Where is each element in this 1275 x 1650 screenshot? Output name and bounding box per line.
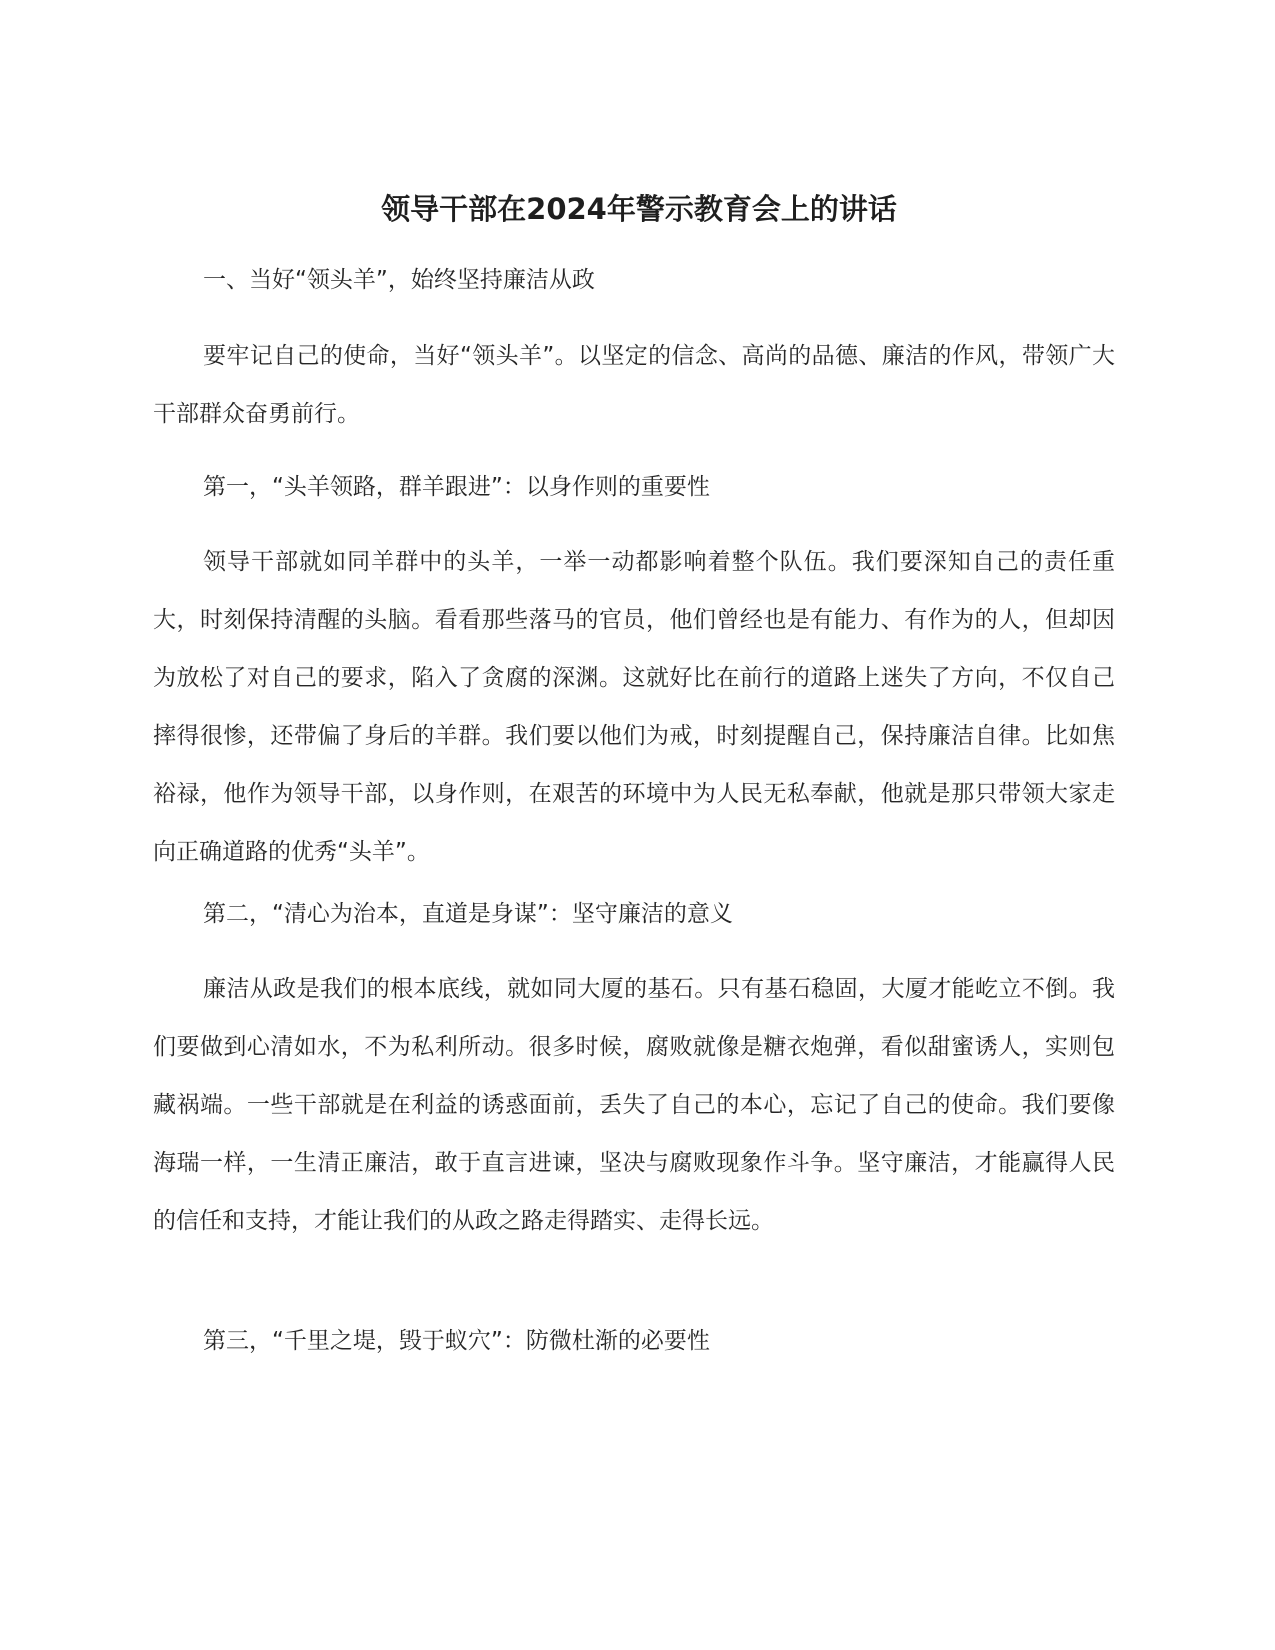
subheading-2: 第二，“清心为治本，直道是身谋”：坚守廉洁的意义 (203, 901, 733, 927)
subheading-3: 第三，“千里之堤，毁于蚁穴”：防微杜渐的必要性 (203, 1328, 710, 1354)
paragraph-3: 廉洁从政是我们的根本底线，就如同大厦的基石。只有基石稳固，大厦才能屹立不倒。我们要做到心清如水，不为私利所动。很多时候，腐败就像是糖衣炮弹，看似甜蜜诱人，实则包藏祸端。一些干部就是在利益的诱惑面前，丢失了自己的本心，忘记了自己的使命。我们要像海瑞一样，一生清正廉洁，敢于直言进谏，坚决与腐败现象作斗争。坚守廉洁，才能赢得人民的信任和支持，才能让我们的从政之路走得踏实、走得长远。 (153, 976, 1115, 1234)
paragraph-1: 要牢记自己的使命，当好“领头羊”。以坚定的信念、高尚的品德、廉洁的作风，带领广大干部群众奋勇前行。 (153, 343, 1115, 427)
paragraph-2: 领导干部就如同羊群中的头羊，一举一动都影响着整个队伍。我们要深知自己的责任重大，时刻保持清醒的头脑。看看那些落马的官员，他们曾经也是有能力、有作为的人，但却因为放松了对自己的要求，陷入了贪腐的深渊。这就好比在前行的道路上迷失了方向，不仅自己摔得很惨，还带偏了身后的羊群。我们要以他们为戒，时刻提醒自己，保持廉洁自律。比如焦裕禄，他作为领导干部，以身作则，在艰苦的环境中为人民无私奉献，他就是那只带领大家走向正确道路的优秀“头羊”。 (153, 549, 1115, 865)
subheading-1: 第一，“头羊领路，群羊跟进”：以身作则的重要性 (203, 474, 710, 500)
section-heading-1: 一、当好“领头羊”，始终坚持廉洁从政 (203, 267, 595, 293)
document-title: 领导干部在2024年警示教育会上的讲话 (381, 192, 897, 226)
